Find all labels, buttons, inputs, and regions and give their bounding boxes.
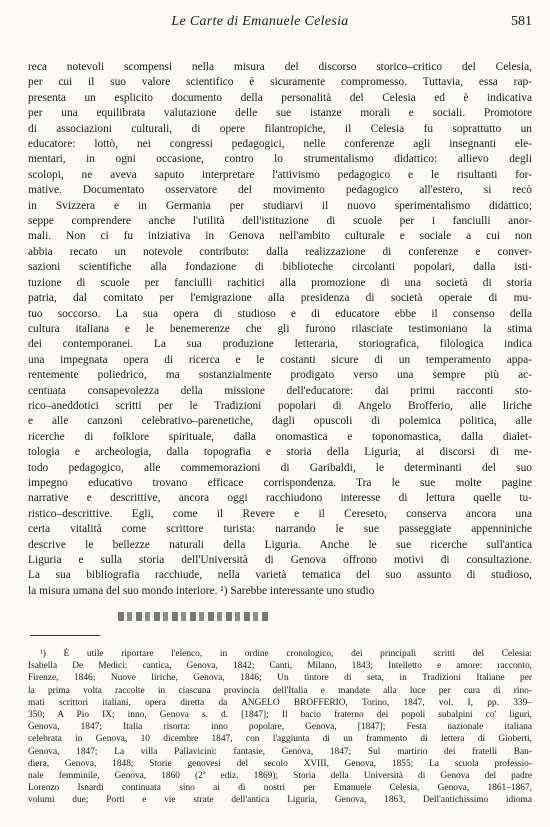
text-line: mative. Documentato osservatore del movimento pedagogico all'estero, si recò [28,184,532,197]
text-line: educatore: lottò, nei congressi pedagogici, nelle conferenze agli insegnanti ele- [28,138,532,151]
footnote-line: Genova, 1847; La villa Pallavicini: fantasie, Genova, 1847; Sul martirio dei fratelli Ban- [28,746,532,757]
text-line: e alle canzoni celebrativo–parenetiche, dagli opuscoli di polemica politica, alle [28,415,532,428]
text-line: dei contemporanei. La sua produzione letteraria, storiografica, filologica indica [28,338,532,351]
text-line: presenta un esplicito documento della personalità del Celesia ed è indicativa [28,91,532,104]
footnote [28,648,532,807]
text-line: abbia recato un notevole contributo: dalla realizzazione di conferenze e conver- [28,245,532,258]
footnote-line: Isabella De Medici: cantica, Genova, 1842; Canti, Milano, 1843; Intelletto e amore: racconto, [28,661,532,672]
text-line: certa vitalità come scrittore turista: narrando le sue passeggiate appenniniche [28,523,532,536]
text-line: seppe comprendere anche l'utilità dell'istituzione di scuole per i fanciulli anor- [28,215,532,228]
text-line: patria, dal comitato per l'emigrazione alla presidenza di società operaie di mu- [28,292,532,305]
text-line: di associazioni culturali, di opere filantropiche, il Celesia fu soprattutto un [28,122,532,135]
footnote-line: diera, Genova, 1848; Storie genovesi del secolo XVIII, Genova, 1855; La scuola professio- [28,758,532,769]
footnote-line: la prima volta raccolte in ciascuna provincia dell'Italia e mandate alla luce per cura di rino- [28,685,532,696]
text-line: La sua bibliografia racchiude, nella varietà tematica del suo assunto di studioso, [28,569,532,582]
page-number: 581 [511,14,532,29]
footnote-line: nale femminile, Genova, 1860 (2ª ediz. 1869); Storia della Università di Genova del padre [28,771,532,782]
main-text [28,60,532,599]
text-line: tuo soccorso. La sua opera di studioso e di educatore ebbe il consenso della [28,307,532,320]
text-line: ricerche di folklore spirituale, dalla onomastica e toponomastica, dalla dialet- [28,430,532,443]
text-line: reca notevoli scompensi nella misura del discorso storico–critico del Celesia, [28,61,532,73]
text-line: tologia e archeologia, dalla topografia e storia della Liguria, ai discorsi di me- [28,446,532,459]
footnote-line: Genova, 1847; Italia risorta: inno popolare, Genova, [1847]; Festa nazionale italiana [28,722,532,733]
running-title: Le Carte di Emanuele Celesia [171,14,349,29]
footnote-line: volumi due; Porti e vie strate dell'antica Liguria, Genova, 1863, Dell'antichissimo idioma [28,795,532,806]
footnote-line: 350; A Pio IX; inno, Genova s. d. [1847]; Il bacio fraterno dei popoli subalpini co' liguri, [28,710,532,721]
footnote-line: celebrata in Genova, 10 dicembre 1847, con l'aggiunta di un frammento di lettera di Gioberti, [28,734,532,745]
text-line: tuzione di scuole per fanciulli rachitici alla promozione di una società di storia [28,276,532,289]
text-line: narrative e descrittive, ancora oggi racchiudono interesse di lettura quelle tu- [28,492,532,505]
footnote-line: Lorenzo Isnardi continuata sino ai dì nostri per Emanuele Celesia, Genova, 1861–1867, [28,783,532,794]
text-line: impegno educativo trovano efficace corrispondenza. Tra le sue molte pagine [28,476,532,489]
text-line: rentemente poliedrico, ma sostanzialmente prodigato verso una sempre più ac- [28,369,532,382]
text-line: todo pedagogico, alle commemorazioni di Garibaldi, le determinanti del suo [28,461,532,474]
text-line: descrive le bellezze naturali della Liguria. Anche le sue ricerche sull'antica [28,538,532,551]
text-line: rico–aneddotici scritti per le Tradizioni popolari di Angelo Brofferio, alle liriche [28,399,532,412]
text-line: in Svizzera e in Germania per studiarvi il nuovo sperimentalismo didattico; [28,199,532,212]
text-line: una impegnata opera di ricerca e le costanti sicure di un temperamento appa- [28,353,532,366]
text-line: cultura italiana e le benemerenze che gli furono rilasciate testimoniano la stima [28,322,532,335]
text-line: mentari, in ogni occasione, contro lo strumentalismo didattico: allievo degli [28,153,532,166]
text-line: centuata consapevolezza della missione dell'educatore: dai primi racconti sto- [28,384,532,397]
text-line: scolopi, ne aveva saputo interpretare l'attivismo pedagogico e le risultanti for- [28,168,532,181]
text-line: la misura umana del suo mondo interiore. ¹) Sarebbe interessante uno studio [28,584,375,597]
text-line: ristico–descrittive. Egli, come il Revere e il Cereseto, conserva ancora una [28,507,532,520]
text-line: mali. Non ci fu iniziativa in Genova nell'ambito culturale e sociale a cui non [28,230,532,243]
print-smudge [118,612,268,621]
text-line: per cui il suo valore scientifico è sicuramente compromesso. Tuttavia, essa rap- [28,76,532,89]
text-line: per una equilibrata valutazione delle sue istanze morali e sociali. Promotore [28,107,532,120]
footnote-line: Firenze, 1846; Nuove liriche, Genova, 1846; Un tintore di seta, in Tradizioni Italiane per [28,673,532,684]
page-header [28,14,532,34]
footnote-line: mati scrittori italiani, opera diretta da ANGELO BROFFERIO, Torino, 1847, vol. I, pp. 339– [28,697,532,708]
text-line: sazioni scientifiche alla fondazione di biblioteche circolanti popolari, dalla isti- [28,261,532,274]
footnote-rule [30,635,100,636]
footnote-line: ¹) È utile riportare l'elenco, in ordine cronologico, dei principali scritti del Celesia: [40,649,532,659]
text-line: Liguria e sulla storia dell'Università di Genova offrono motivi di consultazione. [28,554,532,566]
